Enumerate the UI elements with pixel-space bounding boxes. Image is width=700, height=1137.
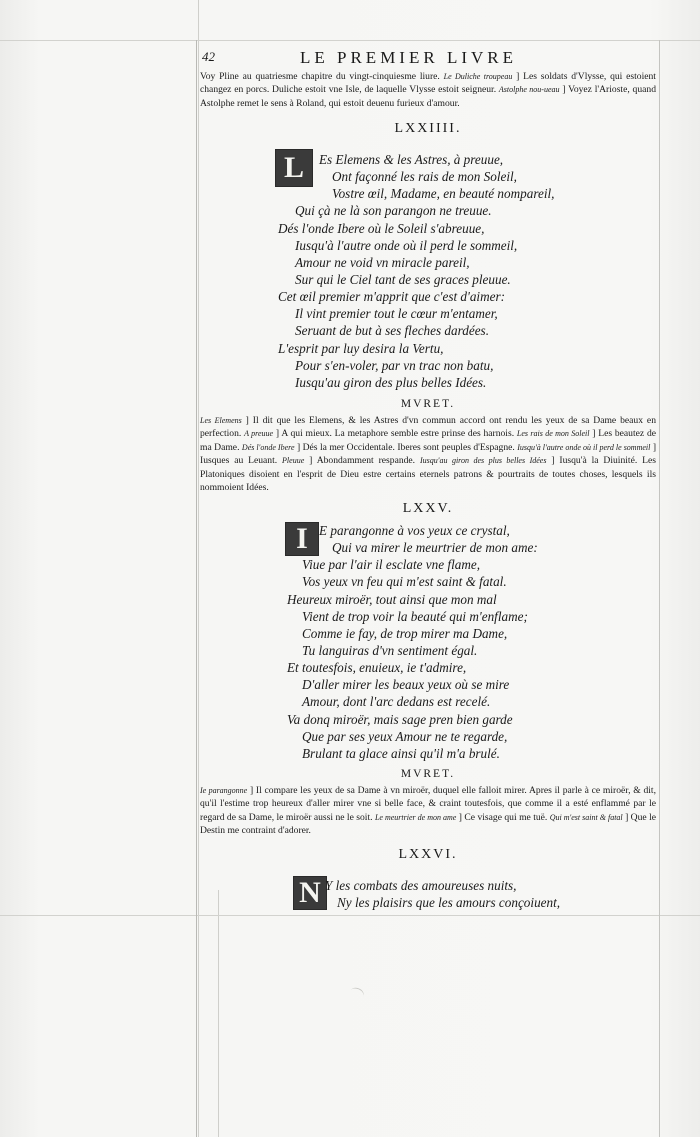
verse-line: Dés l'onde Ibere où le Soleil s'abreuue,	[278, 220, 485, 236]
commentary-text: ] Abondamment respande.	[304, 455, 420, 467]
verse-line: Y les combats des amoureuses nuits,	[325, 878, 517, 893]
commentary-text: ] Il dit que les Elemens, & les Astres d'vn commun accord ont rendu les yeux de sa Dame beaux en perfection.	[200, 415, 656, 440]
commentary-text: ] A qui mieux. La metaphore semble estre prinse des harnois.	[273, 428, 517, 440]
verse-line: E parangonne à vos yeux ce crystal,	[319, 523, 510, 538]
sonnet-verse	[325, 877, 560, 911]
verse-line: Es Elemens & les Astres, à preuue,	[319, 152, 504, 167]
initial-letter: L	[283, 151, 304, 184]
verse-line: Tu languiras d'vn sentiment égal.	[302, 642, 478, 658]
verse-line: D'aller mirer les beaux yeux où se mire	[302, 677, 510, 693]
verse-line: Vos yeux vn feu qui m'est saint & fatal.	[302, 574, 507, 590]
verse-line: Amour, dont l'arc dedans est recelé.	[302, 694, 491, 710]
commentary-lemma: Astolphe nou-ueau	[498, 85, 560, 95]
commentary-lemma: A preuue	[244, 429, 274, 439]
verse-line: Pour s'en-voler, par vn trac non batu,	[295, 357, 494, 373]
initial-letter: I	[296, 522, 308, 555]
commentary-lemma: Iusqu'à l'autre onde où il perd le sommeil	[517, 442, 651, 452]
verse-line: Que par ses yeux Amour ne te regarde,	[302, 728, 508, 744]
commentary-lemma: Ie parangonne	[200, 786, 248, 795]
decorated-initial	[293, 876, 327, 910]
commentary-text: ] Les soldats d'Vlysse, qui estoient changez en porcs. Duliche estoit vne Isle, de laquelle Vlysse estoit seigneur.	[200, 71, 656, 96]
commentary-lemma: Les rais de mon Soleil	[516, 429, 590, 439]
sonnet-number: LXXVI.	[398, 847, 458, 862]
verse-line: Iusqu'à l'autre onde où il perd le sommeil,	[295, 237, 518, 253]
commentary-text: ] Iusqu'à la Diuinité. Les Platoniques disoient en l'esprit de Dieu estre certains eternels patrons & pourtraits de toutes choses, lesquels ils nommoient Idées.	[200, 455, 656, 494]
verse-line: Ont façonné les rais de mon Soleil,	[332, 169, 517, 185]
intro-note	[200, 70, 656, 110]
verse-line: Heureux miroër, tout ainsi que mon mal	[287, 591, 497, 607]
commentary-text: ] Les beautez de ma Dame.	[200, 428, 656, 453]
commentary-lemma: Le Duliche troupeau	[443, 72, 513, 81]
commentary-text: ] Voyez l'Arioste, quand Astolphe remet le sens à Roland, qui estoit deuenu furieux d'amour.	[200, 84, 656, 109]
commentary-text: ] Ce visage qui me tuë.	[456, 811, 550, 823]
commentary-lemma: Pleuue	[282, 456, 305, 466]
commentary-text: Voy Pline au quatriesme chapitre du vingt-cinquiesme liure.	[200, 71, 444, 82]
sonnet-number: LXXIIII.	[394, 121, 462, 136]
commentary-lemma: Le meurtrier de mon ame	[374, 812, 457, 822]
verse-line: Qui va mirer le meurtrier de mon ame:	[332, 540, 538, 556]
initial-letter: N	[299, 876, 321, 909]
verse-line: Viue par l'air il esclate vne flame,	[302, 557, 480, 573]
verse-line: Amour ne void vn miracle pareil,	[295, 254, 470, 270]
folio-number: 42	[202, 49, 215, 64]
verse-line: Et toutesfois, enuieux, ie t'admire,	[287, 660, 467, 676]
verse-line: Brulant ta glace ainsi qu'il m'a brulé.	[302, 745, 500, 761]
commentary-lemma: Qui m'est saint & fatal	[549, 812, 623, 822]
verse-line: L'esprit par luy desira la Vertu,	[278, 340, 444, 356]
commentary-text: ] Il compare les yeux de sa Dame à vn miroër, duquel elle falloit mirer. Apres il parle à ce miroër, & dit, qu'il l'estime trop heureux d'aller mirer vne si belle face, & craint toutesfois, que comme il a esté enflammé par le regard de sa Dame, le miroër aussi ne le soit.	[200, 785, 656, 823]
page-header	[200, 46, 658, 68]
commentary-text: ] Iusques au Leuant.	[200, 441, 657, 467]
sonnet-number: LXXV.	[402, 501, 454, 516]
verse-line: Va donq miroër, mais sage pren bien garde	[287, 711, 513, 727]
sonnet-verse	[278, 151, 554, 391]
verse-line: Qui çà ne là son parangon ne treuue.	[295, 203, 492, 219]
commentary-lemma: Les Elemens	[200, 416, 242, 425]
verse-line: Il vint premier tout le cœur m'entamer,	[295, 306, 498, 322]
verse-line: Seruant de but à ses fleches dardées.	[295, 323, 489, 339]
commentary-lemma: Dés l'onde Ibere	[241, 442, 295, 452]
verse-line: Vient de trop voir la beauté qui m'enflame;	[302, 608, 528, 624]
commentary	[200, 414, 656, 494]
commentary	[200, 784, 656, 838]
commentary-text: ] Dés la mer Occidentale. Iberes sont peuples d'Espagne.	[294, 441, 518, 453]
commentary-text: ] Que le Destin me contraint d'adorer.	[200, 811, 657, 837]
verse-line: Ny les plaisirs que les amours conçoiuent,	[337, 895, 561, 911]
verse-line: Cet œil premier m'apprit que c'est d'aimer:	[278, 289, 506, 305]
commentator-heading: MVRET.	[400, 768, 456, 780]
commentary-lemma: Iusqu'au giron des plus belles Idées	[419, 456, 547, 466]
sonnet-verse	[287, 522, 538, 762]
commentator-heading: MVRET.	[400, 398, 456, 410]
verse-line: Comme ie fay, de trop mirer ma Dame,	[302, 625, 508, 641]
verse-line: Iusqu'au giron des plus belles Idées.	[295, 374, 487, 390]
running-title: LE PREMIER LIVRE	[300, 48, 517, 67]
verse-line: Vostre œil, Madame, en beauté nompareil,	[332, 186, 555, 202]
verse-line: Sur qui le Ciel tant de ses graces pleuue.	[295, 271, 511, 287]
